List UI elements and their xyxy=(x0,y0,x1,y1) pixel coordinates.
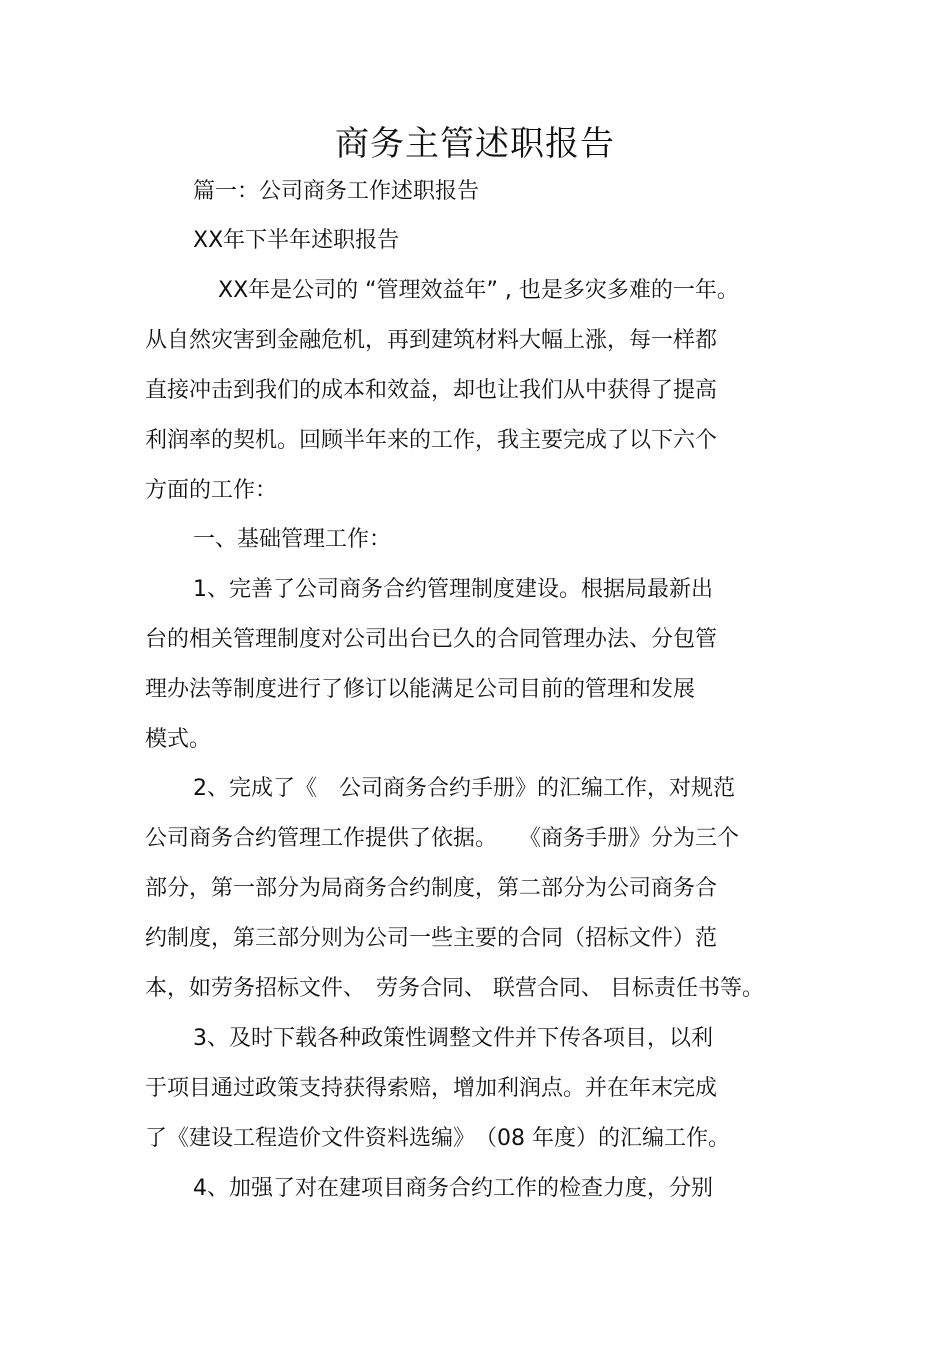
paragraph-line: 方面的工作： xyxy=(145,478,278,503)
document-title: 商务主管述职报告 xyxy=(335,124,615,164)
paragraph-line: 部分，第一部分为局商务合约制度，第二部分为公司商务合 xyxy=(145,876,718,901)
paragraph-line: 4、加强了对在建项目商务合约工作的检查力度，分别 xyxy=(193,1176,713,1201)
section-heading: 一、基础管理工作： xyxy=(193,527,392,552)
paragraph-line: 理办法等制度进行了修订以能满足公司目前的管理和发展 xyxy=(145,677,696,702)
paragraph-line: 了《建设工程造价文件资料选编》 （08 年度）的汇编工作。 xyxy=(145,1126,730,1151)
paragraph-line: XX年是公司的 “管理效益年” , 也是多灾多难的一年。 xyxy=(218,278,739,303)
paragraph-line: 1、完善了公司商务合约管理制度建设。根据局最新出 xyxy=(193,577,713,602)
paragraph-line: 公司商务合约管理工作提供了依据。 《商务手册》分为三个 xyxy=(145,826,740,851)
paragraph-line: 本，如劳务招标文件、 劳务合同、 联营合同、 目标责任书等。 xyxy=(145,976,764,1001)
paragraph-line: 于项目通过政策支持获得索赔，增加利润点。并在年末完成 xyxy=(145,1076,718,1101)
paragraph-line: 直接冲击到我们的成本和效益，却也让我们从中获得了提高 xyxy=(145,378,718,403)
paragraph-line: 台的相关管理制度对公司出台已久的合同管理办法、分包管 xyxy=(145,627,718,652)
report-subtitle: XX年下半年述职报告 xyxy=(193,228,400,253)
paragraph-line: 利润率的契机。回顾半年来的工作，我主要完成了以下六个 xyxy=(145,428,718,453)
paragraph-line: 模式。 xyxy=(145,727,212,752)
paragraph-line: 3、及时下载各种政策性调整文件并下传各项目，以利 xyxy=(193,1026,713,1051)
section-heading-part-one: 篇一：公司商务工作述职报告 xyxy=(193,179,480,204)
paragraph-line: 从自然灾害到金融危机，再到建筑材料大幅上涨，每一样都 xyxy=(145,328,718,353)
paragraph-line: 2、完成了《 公司商务合约手册》的汇编工作，对规范 xyxy=(193,776,735,801)
paragraph-line: 约制度，第三部分则为公司一些主要的合同（招标文件）范 xyxy=(145,926,718,951)
